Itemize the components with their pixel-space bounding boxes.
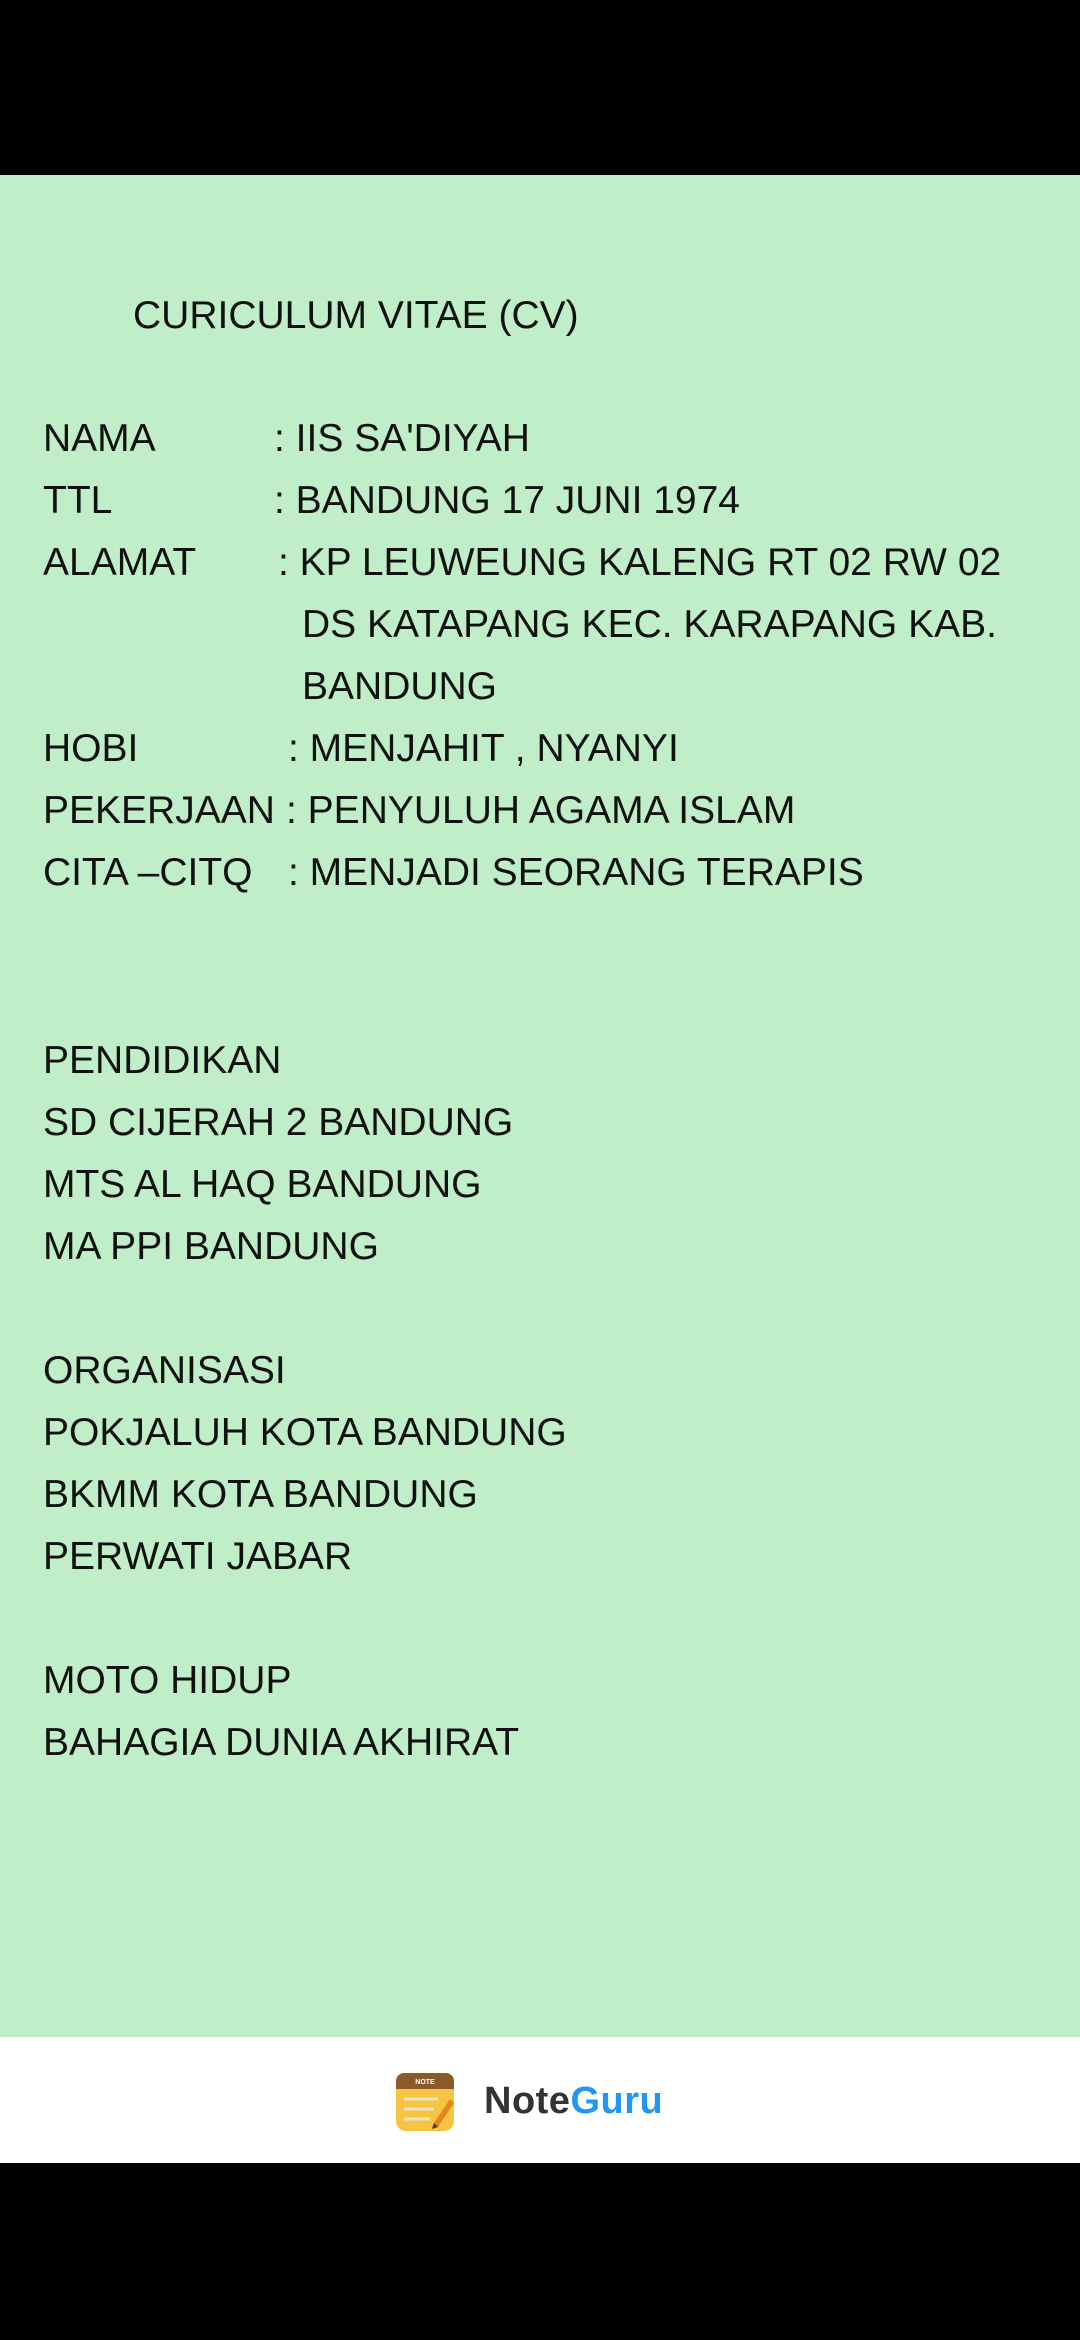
field-label-cita: CITA –CITQ [43,851,253,894]
motto-text: BAHAGIA DUNIA AKHIRAT [43,1721,520,1764]
brand-name-note: Note [484,2079,571,2122]
top-black-bar [0,0,1080,175]
notepad-icon [394,2069,458,2133]
field-value-hobi: : MENJAHIT , NYANYI [288,727,679,770]
field-label-pekerjaan: PEKERJAAN [43,789,275,832]
education-item: MTS AL HAQ BANDUNG [43,1163,482,1206]
field-value-nama: : IIS SA'DIYAH [274,417,530,460]
education-heading: PENDIDIKAN [43,1039,282,1082]
field-value-cita: : MENJADI SEORANG TERAPIS [288,851,864,894]
brand-name [484,2080,663,2123]
field-label-alamat: ALAMAT [43,541,197,584]
motto-heading: MOTO HIDUP [43,1659,292,1702]
organization-item: PERWATI JABAR [43,1535,353,1578]
organization-item: POKJALUH KOTA BANDUNG [43,1411,567,1454]
notepad-icon-label: NOTE [415,2079,435,2086]
field-value-ttl: : BANDUNG 17 JUNI 1974 [274,479,741,522]
note-title: CURICULUM VITAE (CV) [133,294,579,337]
field-label-ttl: TTL [43,479,113,522]
education-item: SD CIJERAH 2 BANDUNG [43,1101,514,1144]
address-continuation-2: BANDUNG [302,665,498,708]
app-footer [0,2037,1080,2163]
bottom-black-bar [0,2163,1080,2340]
address-continuation-1: DS KATAPANG KEC. KARAPANG KAB. [302,603,997,646]
field-value-alamat: : KP LEUWEUNG KALENG RT 02 RW 02 [278,541,1002,584]
field-value-pekerjaan: : PENYULUH AGAMA ISLAM [286,789,796,832]
field-label-hobi: HOBI [43,727,139,770]
brand-name-guru: Guru [570,2079,664,2122]
field-label-nama: NAMA [43,417,156,460]
organization-heading: ORGANISASI [43,1349,286,1392]
note-content[interactable] [0,175,1080,2037]
organization-item: BKMM KOTA BANDUNG [43,1473,478,1516]
education-item: MA PPI BANDUNG [43,1225,379,1268]
noteguru-brand [394,2069,663,2133]
